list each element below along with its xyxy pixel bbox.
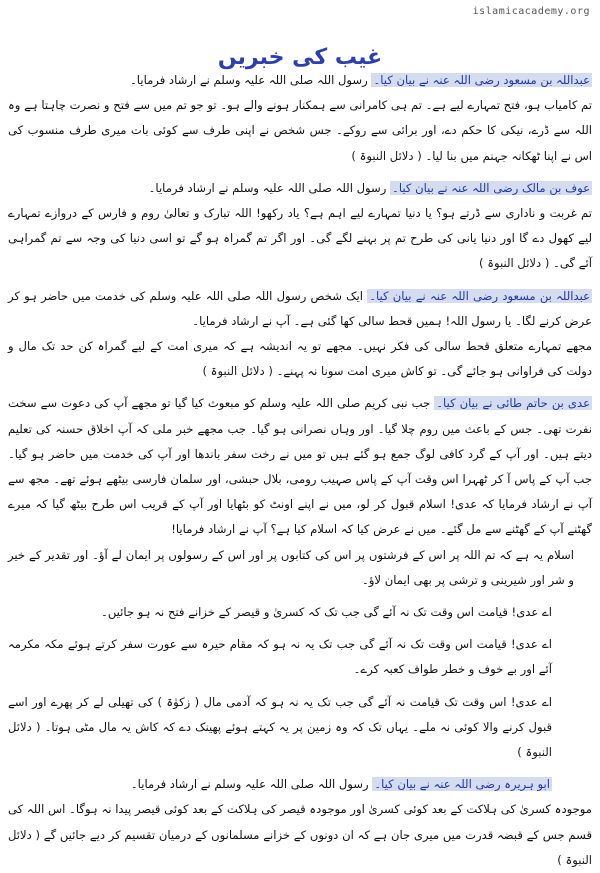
paragraph-text: رسول اللہ صلی اللہ علیہ وسلم نے ارشاد فرمایا۔	[148, 180, 391, 195]
paragraph-text: تم کامیاب ہو، فتح تمہارے لیے ہے۔ تم ہی کامرانی سے ہمکنار ہونے والے ہو۔ تو جو تم میں سے فتح و نصرت چاہتا ہے وہ اللہ سے ڈرے، نیکی کا حکم دے، اور برائی سے روکے۔ جس شخص نے اپنی طرف سے کوئی بات میری طرف منسوب کی اس نے اپنا ٹھکانہ جہنم میں بنا لیا۔	[8, 98, 592, 163]
paragraph-text: تم غربت و ناداری سے ڈرتے ہو؟ یا دنیا تمہارے لیے اہم ہے؟ یاد رکھو! اللہ تبارک و تعالیٰ روم و فارس کے دروازے تمہارے لیے کھول دے گا اور دنیا یانی کی طرح تم پر بہنے لگے گی۔ اور اگر تم گمراہ ہو گے تو اسی دنیا کی وجہ سے تم گمراہی آئے گی۔	[8, 206, 592, 271]
article-body	[8, 68, 592, 867]
paragraph	[8, 690, 592, 766]
paragraph	[8, 284, 592, 334]
paragraph	[8, 334, 592, 384]
paragraph-text: موجودہ کسریٰ کی ہلاکت کے بعد کوئی کسریٰ اور موجودہ قیصر کی ہلاکت کے بعد کوئی قیصر پیدا نہ ہوگا۔ اس اللہ کی قسم جس کے قبضہ قدرت میں میری جان ہے کہ ان دونوں کے خزانے مسلمانوں کے درمیان تقسیم کر دیے جائیں گے	[8, 802, 592, 842]
paragraph	[8, 176, 592, 201]
paragraph	[8, 632, 592, 682]
narrator-attribution: ابو ہریرہ رضی اللہ عنہ نے بیان کیا۔	[374, 777, 550, 792]
paragraph-text: اسلام یہ ہے کہ تم اللہ پر اس کے فرشتوں پر اس کی کتابوں پر اور اس کے رسولوں پر ایمان لے آؤ۔ اور تقدیر کے خیر و شر اور شیرینی و ترشی پر بھی ایمان لاؤ۔	[8, 547, 574, 587]
narrator-attribution: عبداللہ بن مسعود رضی اللہ عنہ نے بیان کیا۔	[369, 288, 590, 303]
paragraph-text: رسول اللہ صلی اللہ علیہ وسلم نے ارشاد فرمایا۔	[130, 73, 372, 87]
paragraph-text: اے عدی! قیامت اس وقت تک نہ آئے گی جب تک کہ کسریٰ و قیصر کے خزانے فتح نہ ہو جائیں۔	[101, 605, 552, 620]
paragraph	[8, 391, 592, 542]
paragraph-text: ایک شخص رسول اللہ صلی اللہ علیہ وسلم کی خدمت میں حاضر ہو کر عرض کرنے لگا۔ یا رسول اللہ! ہمیں قحط سالی کھا گئی ہے۔ آپ نے ارشاد فرمایا۔	[8, 288, 592, 328]
paragraph-text: مجھے تمہارے متعلق قحط سالی کی فکر نہیں۔ مجھے تو یہ اندیشہ ہے کہ میری امت کے لیے گمراہ کن حد تک مال و دولت کی فراوانی ہو جائے گی۔ تو کاش میری امت سونا نہ پہنے۔	[8, 339, 592, 379]
paragraph	[8, 772, 592, 797]
paragraph-text: اے عدی! قیامت اس وقت تک نہ آئے گی جب تک یہ نہ ہو کہ مقام حیرہ سے عورت سفر کرتے ہوئے مکہ مکرمہ آئے اور بے خوف و خطر طواف کعبہ کرے۔	[8, 637, 552, 677]
narrator-attribution: عبداللہ بن مسعود رضی اللہ عنہ نے بیان کیا۔	[373, 73, 590, 87]
paragraph-text: جب نبی کریم صلی اللہ علیہ وسلم کو مبعوث کیا گیا تو مجھے آپ کی دعوت سے سخت نفرت تھی۔ جس کے باعث میں روم چلا گیا۔ اور وہاں نصرانی ہو گیا۔ جب مجھے خبر ملی کہ آپ اخلاق حسنہ کی تعلیم دیتے ہیں۔ اور آپ کے گرد کافی لوگ جمع ہو گئے ہیں تو میں نے رخت سفر باندھا اور آپ کی خدمت میں حاضر ہو گیا۔ جب آپ کے پاس آ کر ٹھہرا اس وقت آپ کے پاس صہیب رومی، بلال حبشی، اور سلمان فارسی بیٹھے ہوئے تھے۔ مجھ سے آپ نے ارشاد فرمایا کہ عدی! اسلام قبول کر لو، میں نے اپنے اونٹ کو بٹھایا اور آپ کے قریب اس طرح بیٹھ گیا کہ میرے گھٹنے آپ کے گھٹنے سے مل گئے۔ میں نے عرض کیا کہ اسلام کیا ہے؟ آپ نے ارشاد فرمایا!	[8, 396, 592, 537]
paragraph	[8, 797, 592, 873]
source-reference: ( دلائل النبوۃ )	[8, 827, 592, 867]
source-reference: ( دلائل النبوۃ )	[478, 256, 554, 271]
paragraph-text: رسول اللہ صلی اللہ علیہ وسلم نے ارشاد فرمایا۔	[130, 777, 373, 792]
paragraph	[8, 93, 592, 169]
page-title: غیب کی خبریں	[217, 44, 383, 70]
paragraph	[8, 600, 592, 625]
site-watermark: islamicacademy.org	[472, 6, 590, 17]
paragraph-text: اے عدی! اس وقت تک قیامت نہ آئے گی جب تک یہ نہ ہو کہ آدمی مال ( زکوٰۃ ) کی تھیلی لے کر پھرے اور اسے قبول کرنے والا کوئی نہ ملے۔ یہاں تک کہ وہ زمین پر یہ کہتے ہوئے پھینک دے کہ کاش یہ مال مٹی ہوتا۔	[8, 694, 552, 734]
source-reference: ( دلائل النبوۃ )	[202, 364, 277, 379]
source-reference: ( دلائل النبوۃ )	[351, 148, 426, 163]
paragraph	[8, 543, 592, 593]
paragraph	[8, 68, 592, 93]
narrator-attribution: عوف بن مالک رضی اللہ عنہ نے بیان کیا۔	[392, 180, 590, 195]
source-reference: ( دلائل النبوۃ )	[8, 719, 552, 760]
paragraph	[8, 201, 592, 277]
narrator-attribution: عدی بن حاتم طائی نے بیان کیا۔	[436, 396, 590, 411]
